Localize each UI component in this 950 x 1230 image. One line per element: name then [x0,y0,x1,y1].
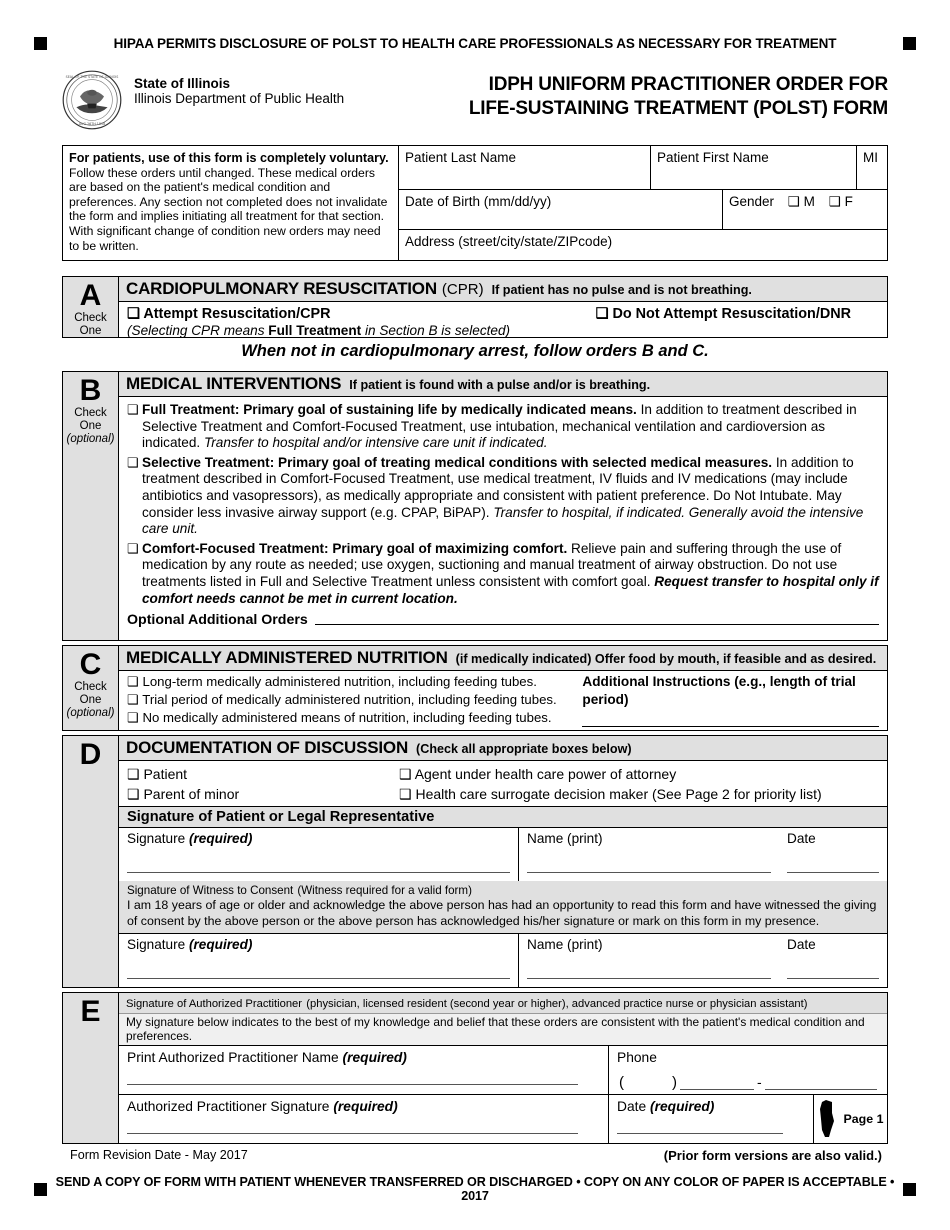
witness-header: Signature of Witness to Consent [127,884,294,898]
section-a-note [127,322,879,339]
section-a-note-pre: (Selecting CPR means [127,323,269,339]
page-number-label: Page 1 [843,1111,884,1126]
page-indicator [814,1095,887,1143]
do-not-attempt-resuscitation-label: Do Not Attempt Resuscitation/DNR [612,306,851,322]
phone-dash: - [757,1073,762,1090]
checkbox-selective-treatment[interactable] [127,455,879,538]
signature-line [127,1084,578,1085]
voluntary-notice [63,146,399,260]
comfort-treatment-normal: Relieve pain and suffering through the use of medication by any route as needed; use oxygen, suctioning and manual treatment of airway obstruction. Do not use treatments listed in Full and Selective Treatment unless consistent with comfort goal. [142,540,842,589]
patient-address-label: Address (street/city/state/ZIPcode) [405,234,613,249]
checkbox-trial-period-nutrition[interactable] [127,691,578,709]
patient-first-name-field[interactable] [651,146,857,189]
form-title [469,68,888,121]
section-c-check-line2: One [79,694,102,706]
section-a-heading-note: If patient has no pulse and is not breathing. [491,283,752,297]
checkbox-long-term-nutrition[interactable] [127,673,578,691]
patient-signature-row [119,828,887,881]
patient-gender-field[interactable] [723,190,887,229]
practitioner-statement: My signature below indicates to the best of my knowledge and belief that these orders are consistent with the patient's medical condition and preferences. [119,1014,887,1046]
section-d-heading: DOCUMENTATION OF DISCUSSION [126,738,409,757]
long-term-nutrition-label: Long-term medically administered nutrition, including feeding tubes. [142,674,537,689]
voluntary-notice-text: Follow these orders until changed. These medical orders are based on the patient's medical condition and preferences. Any section not completed does not invalidate the form and implies initiating all treatment for that section. With significant change of condition new orders may need to be written. [69,165,388,253]
selective-treatment-italic: Transfer to hospital, if indicated. Generally avoid the intensive care unit. [142,504,864,537]
checkbox-icon: ❑ [127,540,139,556]
checkbox-comfort-focused-treatment[interactable] [127,541,879,607]
witness-signature-date-field[interactable] [779,934,887,987]
svg-text:AUG 26TH 1818: AUG 26TH 1818 [78,122,106,127]
section-e-heading-note: (physician, licensed resident (second year or higher), advanced practice nurse or physician assistant) [306,998,808,1010]
section-b-heading-note: If patient is found with a pulse and/or is breathing. [349,378,651,392]
section-e-header [119,993,887,1014]
section-a-note-bold: Full Treatment [268,323,362,339]
section-d [62,735,888,988]
patient-last-name-field[interactable] [399,146,651,189]
full-treatment-bold: Full Treatment: Primary goal of sustaining life by medically indicated means. [142,402,637,417]
signature-line [127,872,510,873]
illinois-state-shape-icon [818,1099,838,1139]
signature-line [527,872,771,873]
witness-signature-required: (required) [188,936,253,952]
checkbox-icon: ❑ [787,194,800,209]
selective-treatment-normal: In addition to treatment described in Comfort-Focused Treatment, use medical treatment, IV fluids and IV medications (may include antibiotics and vasopressors), as medically appropriate and consistent with patient preference. Do Not Intubate. May consider less invasive airway support (e.g. CPAP, BiPAP). [142,454,854,520]
section-a-note-post: in Section B is selected) [361,323,511,339]
witness-name-print-field[interactable] [519,934,779,987]
patient-information-block [62,145,888,261]
checkbox-attempt-resuscitation[interactable] [127,306,330,322]
section-a-letter-column [63,277,119,337]
section-a-heading-paren: (CPR) [441,281,484,298]
phone-input-group[interactable] [619,1074,877,1090]
section-b-heading: MEDICAL INTERVENTIONS [126,374,342,393]
patient-signature-subheader: Signature of Patient or Legal Representative [119,806,887,828]
checkbox-icon: ❑ [399,786,412,802]
section-a-check-line2: One [79,325,102,337]
witness-header-note: (Witness required for a valid form) [297,884,472,898]
patient-last-name-label: Patient Last Name [405,150,517,165]
section-c-header [119,646,887,671]
phone-close-paren: ) [672,1073,677,1091]
patient-first-name-label: Patient First Name [657,150,769,165]
masthead [62,68,888,134]
surrogate-decision-maker-label: Health care surrogate decision maker (See Page 2 for priority list) [415,786,822,802]
form-title-line1: IDPH UNIFORM PRACTITIONER ORDER FOR [488,74,888,95]
signature-line [127,1133,578,1134]
patient-signature-field[interactable] [119,828,519,881]
practitioner-date-required: (required) [650,1098,715,1114]
checkbox-agent-poa[interactable] [399,764,879,784]
practitioner-print-name-required: (required) [342,1050,407,1065]
section-a-check-line1: Check [74,312,107,324]
checkbox-icon: ❑ [127,692,139,707]
signature-line [787,978,879,979]
full-treatment-italic: Transfer to hospital and/or intensive care unit if indicated. [203,435,548,451]
checkbox-icon: ❑ [127,402,139,417]
gender-male-label: M [803,194,815,209]
checkbox-icon: ❑ [127,710,139,725]
witness-signature-date-label: Date [787,936,816,952]
checkbox-do-not-attempt-resuscitation[interactable] [596,306,879,322]
hipaa-banner-text: HIPAA PERMITS DISCLOSURE OF POLST TO HEALTH CARE PROFESSIONALS AS NECESSARY FOR TREATMENT [113,35,837,51]
gender-female-label: F [844,194,853,209]
signature-line [127,978,510,979]
footer-revision-row [70,1148,882,1163]
checkbox-icon: ❑ [127,454,139,470]
phone-prefix-input[interactable] [680,1077,754,1090]
agency-department-label: Illinois Department of Public Health [134,91,345,106]
parent-of-minor-label: Parent of minor [143,786,240,802]
practitioner-phone-label: Phone [617,1050,657,1065]
phone-suffix-input[interactable] [765,1077,877,1090]
black-square-marker-icon [34,37,47,50]
section-b-header [119,372,887,397]
checkbox-gender-female[interactable] [829,194,853,209]
section-d-header [119,736,887,761]
section-b [62,371,888,641]
checkbox-icon: ❑ [399,766,412,782]
practitioner-signature-field[interactable] [119,1095,609,1143]
checkbox-parent-of-minor[interactable] [127,784,399,804]
section-b-letter-column [63,372,119,640]
patient-signature-date-field[interactable] [779,828,887,881]
practitioner-signature-required: (required) [333,1098,398,1114]
section-a [62,276,888,338]
illinois-state-seal-icon [62,70,122,130]
agent-poa-label: Agent under health care power of attorney [414,766,677,782]
witness-statement-block [119,881,887,933]
optional-additional-orders[interactable] [127,611,879,628]
section-d-letter-column [63,736,119,987]
voluntary-notice-bold: For patients, use of this form is completely voluntary. [69,151,389,165]
section-c-heading-note: (if medically indicated) Offer food by mouth, if feasible and as desired. [455,652,877,666]
checkbox-icon: ❑ [127,306,140,322]
checkbox-icon: ❑ [127,766,140,782]
checkbox-icon: ❑ [595,306,609,322]
patient-mi-field[interactable] [857,146,887,189]
optional-additional-orders-input[interactable] [315,611,879,625]
comfort-treatment-bold: Comfort-Focused Treatment: Primary goal of maximizing comfort. [142,540,568,556]
optional-additional-orders-label: Optional Additional Orders [127,611,308,628]
patient-mi-label: MI [863,150,878,165]
checkbox-surrogate-decision-maker[interactable] [399,784,879,804]
black-square-marker-icon [903,37,916,50]
phone-open-paren: ( [619,1073,624,1091]
section-e-heading: Signature of Authorized Practitioner [126,998,302,1010]
no-nutrition-label: No medically administered means of nutrition, including feeding tubes. [142,710,552,725]
section-c-check-line3: (optional) [66,707,115,719]
practitioner-signature-label: Authorized Practitioner Signature [127,1098,330,1114]
bottom-banner-text: SEND A COPY OF FORM WITH PATIENT WHENEVER TRANSFERRED OR DISCHARGED • COPY ON ANY COLOR OF PAPER IS ACCEPTABLE • 2017 [55,1175,895,1203]
practitioner-date-label: Date [617,1098,647,1114]
section-b-check-line1: Check [74,407,107,419]
section-b-check-line2: One [79,420,102,432]
full-treatment-normal: In addition to treatment described in Selective Treatment and Comfort-Focused Treatment, use intubation, mechanical ventilation and cardioversion as indicated. [142,402,857,451]
section-c-check-line1: Check [74,681,107,693]
patient-dob-field[interactable] [399,190,723,229]
witness-name-print-label: Name (print) [527,936,603,952]
section-d-letter: D [79,738,102,771]
checkbox-gender-male[interactable] [788,194,815,209]
attempt-resuscitation-label: Attempt Resuscitation/CPR [143,306,331,322]
patient-name-print-field[interactable] [519,828,779,881]
section-d-heading-note: (Check all appropriate boxes below) [416,742,632,756]
checkbox-patient[interactable] [127,764,399,784]
witness-statement-text: I am 18 years of age or older and acknowledge the above person has had an opportunity to read this form and have witnessed the giving of consent by the above person or the above person has acknowledged his/her signature or mark on this form in my presence. [127,898,877,928]
bottom-banner [0,1175,950,1203]
section-c-letter-column [63,646,119,730]
patient-signature-required: (required) [188,831,253,846]
section-c [62,645,888,731]
section-e-letter: E [80,995,101,1028]
patient-signature-label: Signature [127,831,186,846]
checkbox-icon: ❑ [127,674,139,689]
checkbox-icon: ❑ [828,194,841,209]
signature-line [617,1133,783,1134]
black-square-marker-icon [903,1183,916,1196]
patient-signature-date-label: Date [787,831,816,846]
section-e-letter-column [63,993,119,1143]
additional-instructions-label: Additional Instructions (e.g., length of trial period) [582,674,856,707]
section-a-header [119,277,887,302]
black-square-marker-icon [34,1183,47,1196]
checkbox-icon: ❑ [127,786,140,802]
section-c-heading: MEDICALLY ADMINISTERED NUTRITION [126,648,448,667]
form-title-line2: LIFE-SUSTAINING TREATMENT (POLST) FORM [468,98,888,119]
agency-state-label: State of Illinois [134,76,231,91]
patient-gender-label: Gender [729,194,775,209]
section-a-letter: A [79,279,102,312]
witness-signature-field[interactable] [119,934,519,987]
selective-treatment-bold: Selective Treatment: Primary goal of treating medical conditions with selected medical measures. [142,454,773,470]
form-revision-date: Form Revision Date - May 2017 [70,1148,248,1162]
practitioner-phone-field[interactable] [609,1046,887,1094]
section-b-letter: B [79,374,102,407]
section-a-heading: CARDIOPULMONARY RESUSCITATION [126,279,437,298]
section-c-letter: C [79,648,102,681]
witness-signature-label: Signature [127,936,186,952]
checkbox-full-treatment[interactable] [127,402,879,452]
practitioner-print-name-field[interactable] [119,1046,609,1094]
patient-discussion-label: Patient [143,766,188,782]
prior-versions-note: (Prior form versions are also valid.) [663,1148,882,1163]
additional-instructions-input-1[interactable] [582,709,879,727]
when-not-in-arrest-text: When not in cardiopulmonary arrest, follow orders B and C. [241,342,709,360]
trial-period-nutrition-label: Trial period of medically administered nutrition, including feeding tubes. [142,692,557,707]
agency-name [134,76,344,107]
patient-address-field[interactable] [399,230,887,260]
hipaa-banner [0,30,950,56]
signature-line [787,872,879,873]
practitioner-print-name-label: Print Authorized Practitioner Name [127,1050,339,1065]
practitioner-date-field[interactable] [609,1095,814,1143]
section-b-check-line3: (optional) [66,433,115,445]
checkbox-no-nutrition[interactable] [127,709,578,727]
svg-text:SEAL OF THE STATE OF ILLINOIS: SEAL OF THE STATE OF ILLINOIS [65,74,119,79]
comfort-treatment-bold-italic: Request transfer to hospital only if comfort needs cannot be met in current location. [142,573,879,606]
section-e [62,992,888,1144]
patient-name-print-label: Name (print) [527,831,603,846]
patient-dob-label: Date of Birth (mm/dd/yy) [405,194,552,209]
signature-line [527,978,771,979]
witness-signature-row [119,934,887,987]
